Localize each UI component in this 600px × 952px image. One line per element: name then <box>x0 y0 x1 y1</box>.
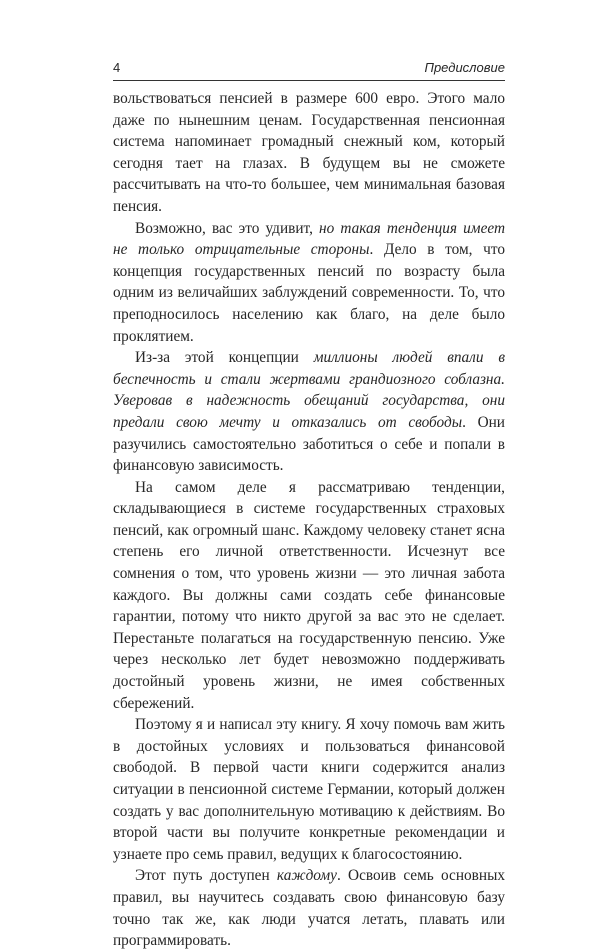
paragraph-1: вольствоваться пенсией в размере 600 евро. Этого мало даже по нынешним ценам. Государственная пенсионная система напоминает громадный снежный ком, который сегодня тает на глазах. В будущем вы не сможете рассчитывать на что-то большее, чем минимальная базовая пенсия. <box>113 90 505 215</box>
paragraph-5: Поэтому я и написал эту книгу. Я хочу помочь вам жить в достойных условиях и пользоваться финансовой свободой. В первой части книги содержится анализ ситуации в пенсионной системе Германии, который должен создать у вас дополнительную мотивацию к действиям. Во второй части вы получите конкретные рекомендации и узнаете про семь правил, ведущих к благосостоянию. <box>113 716 505 863</box>
paragraph-2: Возможно, вас это удивит, но такая тенденция имеет не только отрицательные стороны. Дело в том, что концепция государственных пенсий по возрасту была одним из величайших заблуждений современности. То, что преподносилось населению как благо, на деле было проклятием. <box>113 219 505 345</box>
paragraph-6: Этот путь доступен каждому. Освоив семь основных правил, вы научитесь создавать свою финансовую базу точно так же, как люди учатся летать, плавать или программировать. <box>113 867 505 950</box>
paragraph-3: Из-за этой концепции миллионы людей впали в беспечность и стали жертвами грандиозного соблазна. Уверовав в надежность обещаний государства, они предали свою мечту и отказались от свободы. Они разучились самостоятельно заботиться о себе и попали в финансовую зависимость. <box>113 349 505 475</box>
page-header <box>113 58 505 81</box>
italic-phrase: миллионы людей впали в беспечность и стали жертвами грандиозного соблазна. Уверовав в надежность обещаний государства, они предали свою мечту и отказались от свободы <box>113 349 505 431</box>
page-number: 4 <box>113 60 121 75</box>
italic-phrase: но такая тенденция имеет не только отрицательные стороны <box>113 219 505 259</box>
body-text <box>113 88 505 952</box>
running-title: Предисловие <box>424 60 505 75</box>
paragraph-4: На самом деле я рассматриваю тенденции, складывающиеся в системе государственных страховых пенсий, как огромный шанс. Каждому человеку станет ясна степень его личной ответственности. Исчезнут все сомнения о том, что уровень жизни — это личная забота каждого. Вы должны сами создать себе финансовые гарантии, потому что никто другой за вас это не сделает. Перестаньте полагаться на государственную пенсию. Уже через несколько лет будет невозможно поддерживать достойный уровень жизни, не имея собственных сбережений. <box>113 478 505 712</box>
italic-phrase: каждому <box>276 867 337 885</box>
